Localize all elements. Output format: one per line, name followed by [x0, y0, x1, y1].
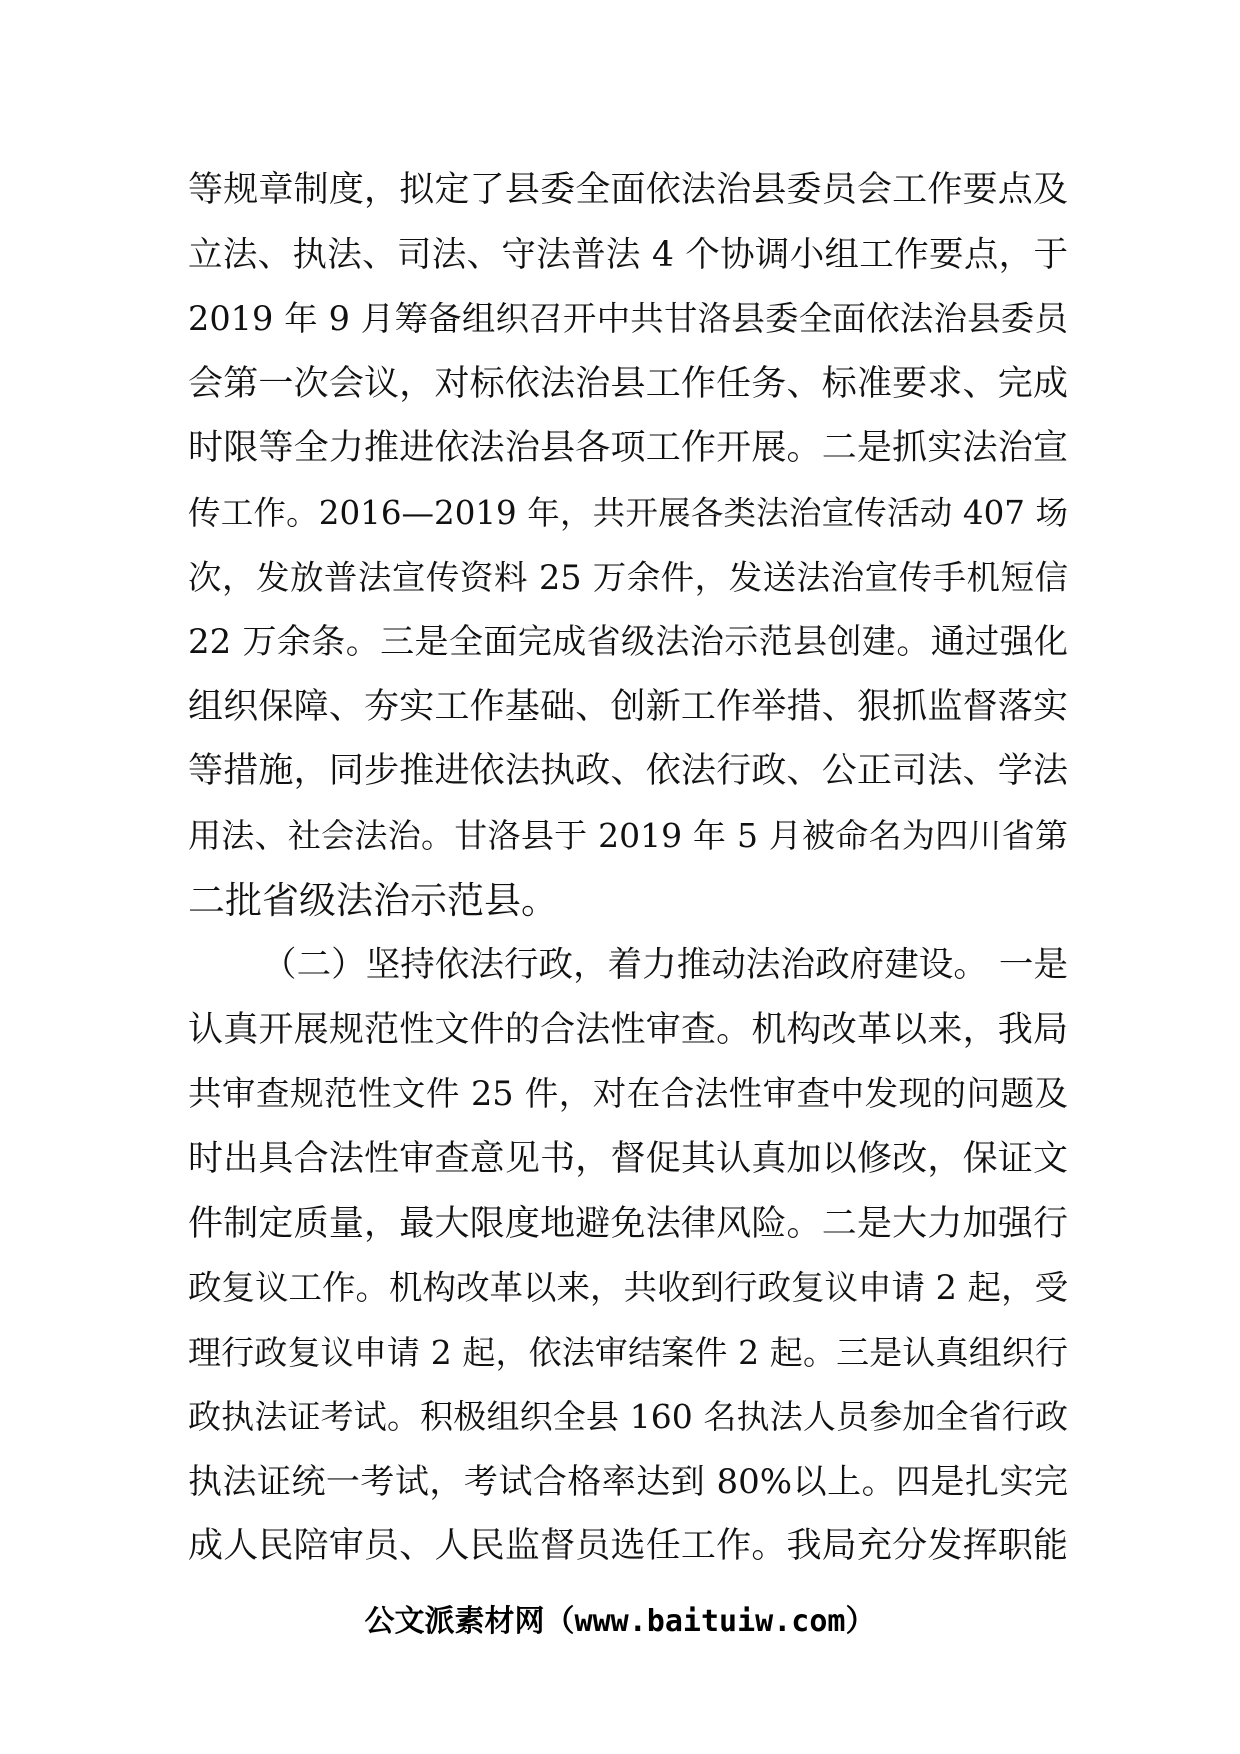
text-line: 理行政复议申请 2 起，依法审结案件 2 起。三是认真组织行 — [188, 1332, 1068, 1372]
text-line: 执法证统一考试，考试合格率达到 80%以上。四是扎实完 — [188, 1461, 1068, 1502]
text-line: 共审查规范性文件 25 件，对在合法性审查中发现的问题及 — [188, 1074, 1068, 1114]
section-heading-line: （二）坚持依法行政，着力推动法治政府建设。 一是 — [262, 945, 1068, 986]
text-line: 时出具合法性审查意见书，督促其认真加以修改，保证文 — [188, 1138, 1068, 1179]
text-line: 2019 年 9 月筹备组织召开中共甘洛县委全面依法治县委员 — [188, 299, 1068, 339]
text-line: 立法、执法、司法、守法普法 4 个协调小组工作要点，于 — [188, 234, 1068, 275]
text-line: 成人民陪审员、人民监督员选任工作。我局充分发挥职能 — [188, 1526, 1068, 1567]
text-line: 会第一次会议，对标依法治县工作任务、标准要求、完成 — [188, 363, 1068, 404]
text-line: 22 万余条。三是全面完成省级法治示范县创建。通过强化 — [188, 622, 1068, 663]
text-line: 次，发放普法宣传资料 25 万余件，发送法治宣传手机短信 — [188, 557, 1068, 597]
text-line: 政复议工作。机构改革以来，共收到行政复议申请 2 起，受 — [188, 1268, 1069, 1308]
text-line: 用法、社会法治。甘洛县于 2019 年 5 月被命名为四川省第 — [188, 815, 1068, 855]
text-line: 等规章制度，拟定了县委全面依法治县委员会工作要点及 — [188, 170, 1068, 210]
text-line: 组织保障、夯实工作基础、创新工作举措、狠抓监督落实 — [188, 686, 1068, 727]
text-line: 传工作。2016—2019 年，共开展各类法治宣传活动 407 场 — [188, 493, 1068, 532]
text-line: 件制定质量，最大限度地避免法律风险。二是大力加强行 — [188, 1203, 1068, 1244]
body-text — [188, 158, 1068, 1579]
footer-watermark: 公文派素材网（www.baituiw.com） — [364, 1604, 876, 1639]
text-line: 时限等全力推进依法治县各项工作开展。二是抓实法治宣 — [188, 428, 1068, 469]
text-line: 认真开展规范性文件的合法性审查。机构改革以来，我局 — [188, 1009, 1068, 1050]
text-line: 政执法证考试。积极组织全县 160 名执法人员参加全省行政 — [188, 1397, 1068, 1437]
text-line: 二批省级法治示范县。 — [188, 878, 558, 922]
text-line: 等措施，同步推进依法执政、依法行政、公正司法、学法 — [188, 751, 1068, 792]
